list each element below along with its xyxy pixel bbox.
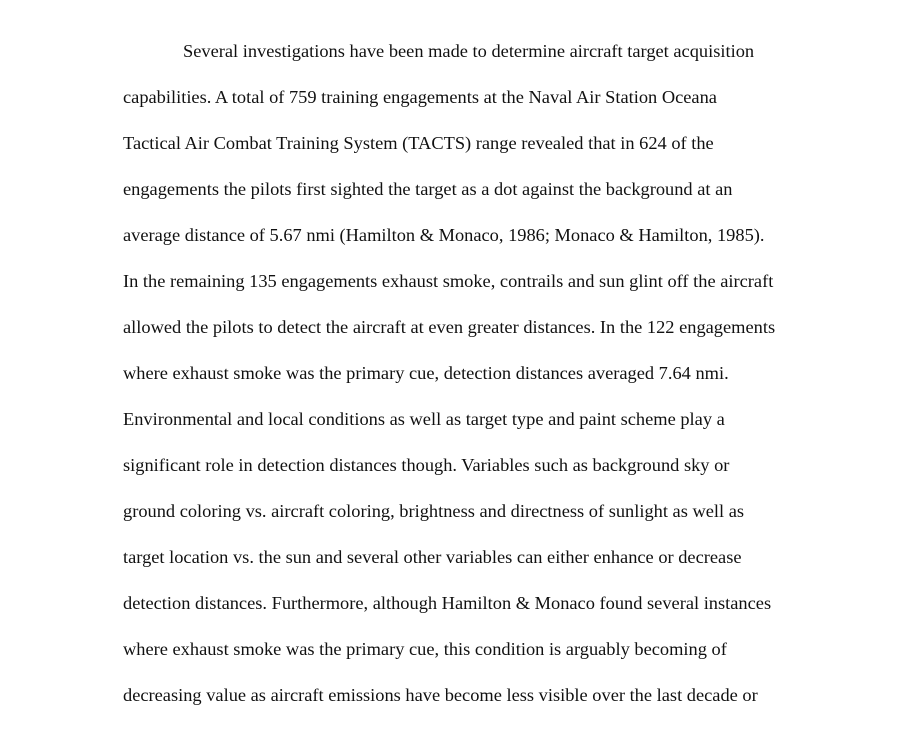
text-line-1: Several investigations have been made to determine aircraft target acquisition	[183, 41, 755, 61]
text-line-3: Tactical Air Combat Training System (TACTS) range revealed that in 624 of the	[123, 133, 714, 153]
text-line-13: detection distances. Furthermore, although Hamilton & Monaco found several instances	[123, 593, 772, 613]
text-line-2: capabilities. A total of 759 training engagements at the Naval Air Station Oceana	[123, 87, 717, 107]
text-line-6: In the remaining 135 engagements exhaust smoke, contrails and sun glint off the aircraft	[123, 271, 774, 291]
text-line-15: decreasing value as aircraft emissions have become less visible over the last decade or	[123, 685, 758, 705]
text-line-4: engagements the pilots first sighted the target as a dot against the background at an	[123, 179, 733, 199]
text-line-11: ground coloring vs. aircraft coloring, brightness and directness of sunlight as well as	[123, 501, 745, 521]
text-line-10: significant role in detection distances though. Variables such as background sky or	[123, 455, 730, 475]
text-line-9: Environmental and local conditions as well as target type and paint scheme play a	[123, 409, 725, 429]
text-line-12: target location vs. the sun and several other variables can either enhance or decrease	[123, 547, 742, 567]
text-line-5: average distance of 5.67 nmi (Hamilton & Monaco, 1986; Monaco & Hamilton, 1985).	[123, 225, 765, 245]
text-line-7: allowed the pilots to detect the aircraft at even greater distances. In the 122 engagements	[123, 317, 776, 337]
text-line-14: where exhaust smoke was the primary cue, this condition is arguably becoming of	[123, 639, 727, 659]
text-line-8: where exhaust smoke was the primary cue, detection distances averaged 7.64 nmi.	[123, 363, 729, 383]
